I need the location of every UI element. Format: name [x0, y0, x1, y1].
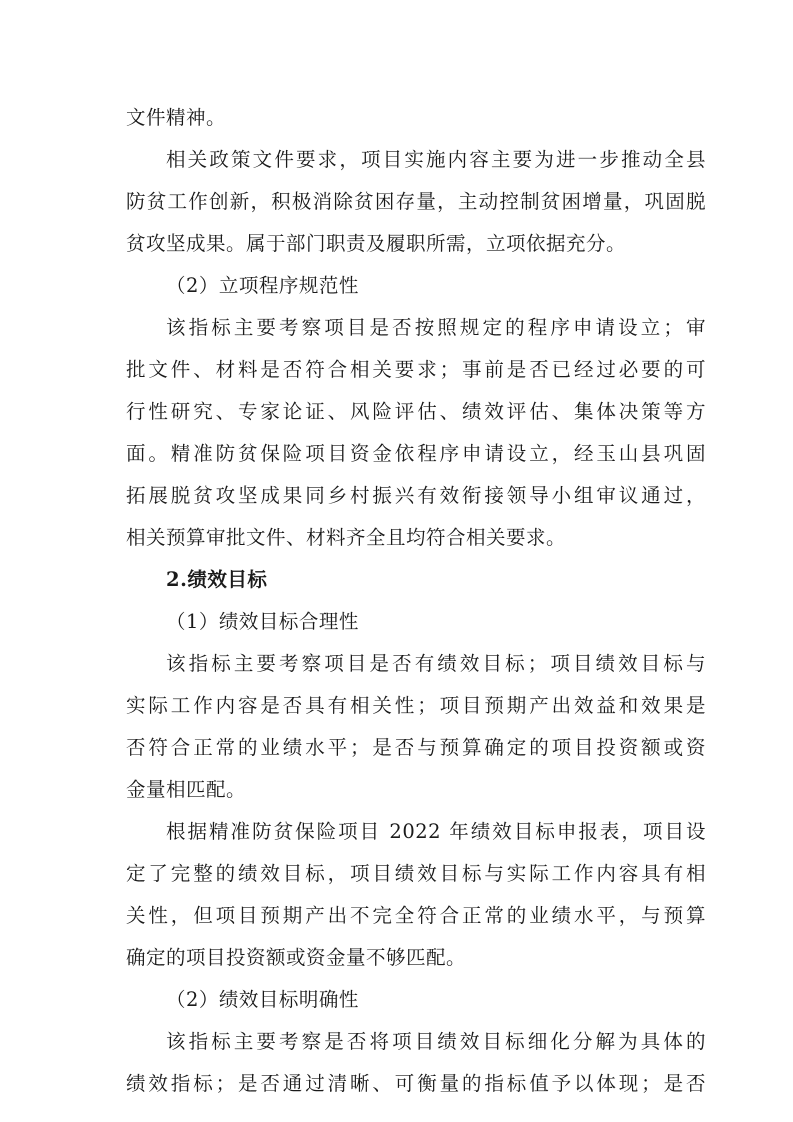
- paragraph-line: 该指标主要考察项目是否有绩效目标；项目绩效目标与: [166, 652, 706, 675]
- paragraph-line: 该指标主要考察项目是否按照规定的程序申请设立；审: [166, 316, 706, 339]
- paragraph-line: 防贫工作创新，积极消除贫困存量，主动控制贫困增量，巩固脱: [126, 190, 706, 213]
- paragraph-line: 文件精神。: [126, 106, 227, 129]
- paragraph-line: 该指标主要考察是否将项目绩效目标细化分解为具体的: [166, 1030, 706, 1053]
- paragraph-line: 贫攻坚成果。属于部门职责及履职所需，立项依据充分。: [126, 232, 627, 255]
- subsection-heading: （1）绩效目标合理性: [166, 610, 359, 633]
- paragraph-line: 相关预算审批文件、材料齐全且均符合相关要求。: [126, 526, 567, 549]
- subsection-heading: （2）立项程序规范性: [166, 274, 359, 297]
- paragraph-line: 金量相匹配。: [126, 778, 247, 801]
- section-heading: 2.绩效目标: [166, 568, 268, 591]
- paragraph-line: 拓展脱贫攻坚成果同乡村振兴有效衔接领导小组审议通过，: [126, 484, 706, 507]
- paragraph-line: 实际工作内容是否具有相关性；项目预期产出效益和效果是: [126, 694, 706, 717]
- paragraph-line: 否符合正常的业绩水平；是否与预算确定的项目投资额或资: [126, 736, 706, 759]
- paragraph-line: 根据精准防贫保险项目 2022 年绩效目标申报表，项目设: [166, 820, 706, 843]
- paragraph-line: 相关政策文件要求，项目实施内容主要为进一步推动全县: [166, 148, 706, 171]
- paragraph-line: 确定的项目投资额或资金量不够匹配。: [126, 946, 467, 969]
- paragraph-line: 绩效指标；是否通过清晰、可衡量的指标值予以体现；是否: [126, 1072, 706, 1095]
- paragraph-line: 定了完整的绩效目标，项目绩效目标与实际工作内容具有相: [126, 862, 706, 885]
- subsection-heading: （2）绩效目标明确性: [166, 988, 359, 1011]
- paragraph-line: 批文件、材料是否符合相关要求；事前是否已经过必要的可: [126, 358, 706, 381]
- paragraph-line: 行性研究、专家论证、风险评估、绩效评估、集体决策等方: [126, 400, 706, 423]
- paragraph-line: 关性，但项目预期产出不完全符合正常的业绩水平，与预算: [126, 904, 706, 927]
- paragraph-line: 面。精准防贫保险项目资金依程序申请设立，经玉山县巩固: [126, 442, 706, 465]
